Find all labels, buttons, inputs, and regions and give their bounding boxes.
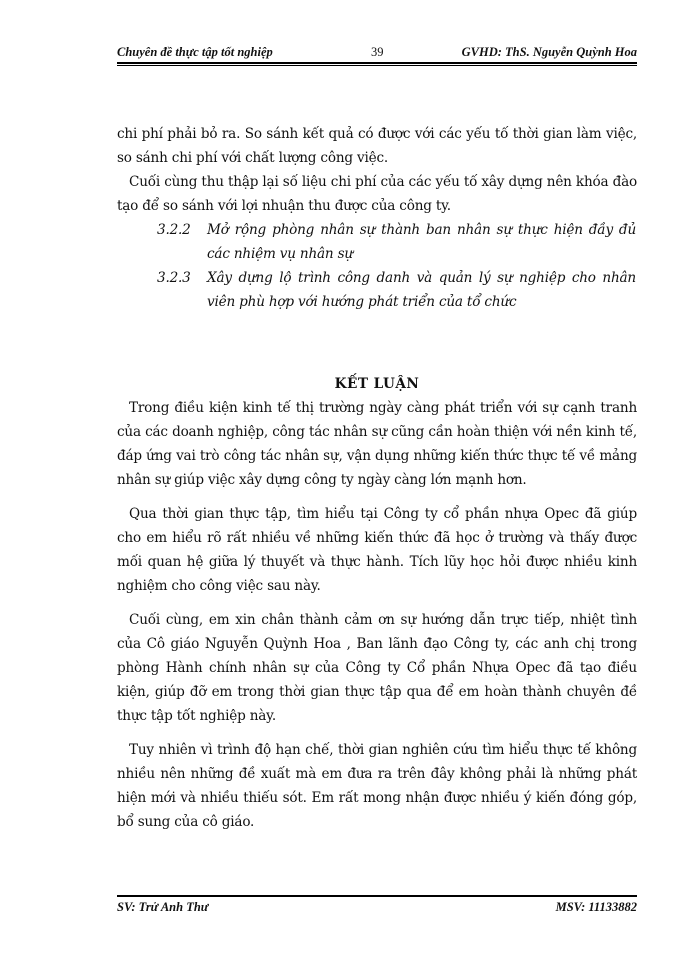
section-title: Xây dựng lộ trình công danh và quản lý sự nghiệp cho nhân viên phù hợp với hướng phát triển của tổ chức xyxy=(207,270,636,310)
conclusion-paragraph: Trong điều kiện kinh tế thị trường ngày càng phát triển với sự cạnh tranh của các doanh nghiệp, công tác nhân sự cũng cần hoàn thiện với nền kinh tế, đáp ứng vai trò công tác nhân sự, vận dụng những kiến thức thực tế về mảng nhân sự giúp việc xây dựng công ty ngày càng lớn mạnh hơn. xyxy=(117,400,637,488)
header-rule xyxy=(117,62,637,64)
conclusion-paragraph: Qua thời gian thực tập, tìm hiểu tại Công ty cổ phần nhựa Opec đã giúp cho em hiểu rõ rất nhiều về những kiến thức đã học ở trường và thấy được mối quan hệ giữa lý thuyết và thực hành. Tích lũy học hỏi được nhiều kinh nghiệm cho công việc sau này. xyxy=(117,506,637,594)
document-body xyxy=(117,122,637,834)
page-number: 39 xyxy=(371,45,384,59)
conclusion-title: KẾT LUẬN xyxy=(334,376,420,392)
footer-student: SV: Trử Anh Thư xyxy=(117,900,209,914)
footer-student-id: MSV: 11133882 xyxy=(555,900,637,914)
paragraph: Cuối cùng thu thập lại số liệu chi phí của các yếu tố xây dựng nên khóa đào tạo để so sánh với lợi nhuận thu được của công ty. xyxy=(117,174,637,214)
header-supervisor: GVHD: ThS. Nguyễn Quỳnh Hoa xyxy=(461,45,637,59)
header-rule-thin xyxy=(117,65,637,66)
conclusion-paragraph: Cuối cùng, em xin chân thành cảm ơn sự hướng dẫn trực tiếp, nhiệt tình của Cô giáo Nguyễn Quỳnh Hoa , Ban lãnh đạo Công ty, các anh chị trong phòng Hành chính nhân sự của Công ty Cổ phần Nhựa Opec đã tạo điều kiện, giúp đỡ em trong thời gian thực tập qua để em hoàn thành chuyên đề thực tập tốt nghiệp này. xyxy=(117,612,637,724)
section-heading-3-2-2 xyxy=(117,218,637,266)
section-number: 3.2.3 xyxy=(157,270,191,286)
paragraph: chi phí phải bỏ ra. So sánh kết quả có được với các yếu tố thời gian làm việc, so sánh chi phí với chất lượng công việc. xyxy=(117,126,637,166)
footer-rule xyxy=(117,895,637,897)
conclusion-paragraph: Tuy nhiên vì trình độ hạn chế, thời gian nghiên cứu tìm hiểu thực tế không nhiều nên những đề xuất mà em đưa ra trên đây không phải là những phát hiện mới và nhiều thiếu sót. Em rất mong nhận được nhiều ý kiến đóng góp, bổ sung của cô giáo. xyxy=(117,742,637,830)
header-title: Chuyên đề thực tập tốt nghiệp xyxy=(117,45,273,59)
section-heading-3-2-3 xyxy=(117,266,637,314)
section-number: 3.2.2 xyxy=(157,222,191,238)
page-header xyxy=(117,45,637,63)
section-title: Mở rộng phòng nhân sự thành ban nhân sự thực hiện đầy đủ các nhiệm vụ nhân sự xyxy=(207,222,636,262)
